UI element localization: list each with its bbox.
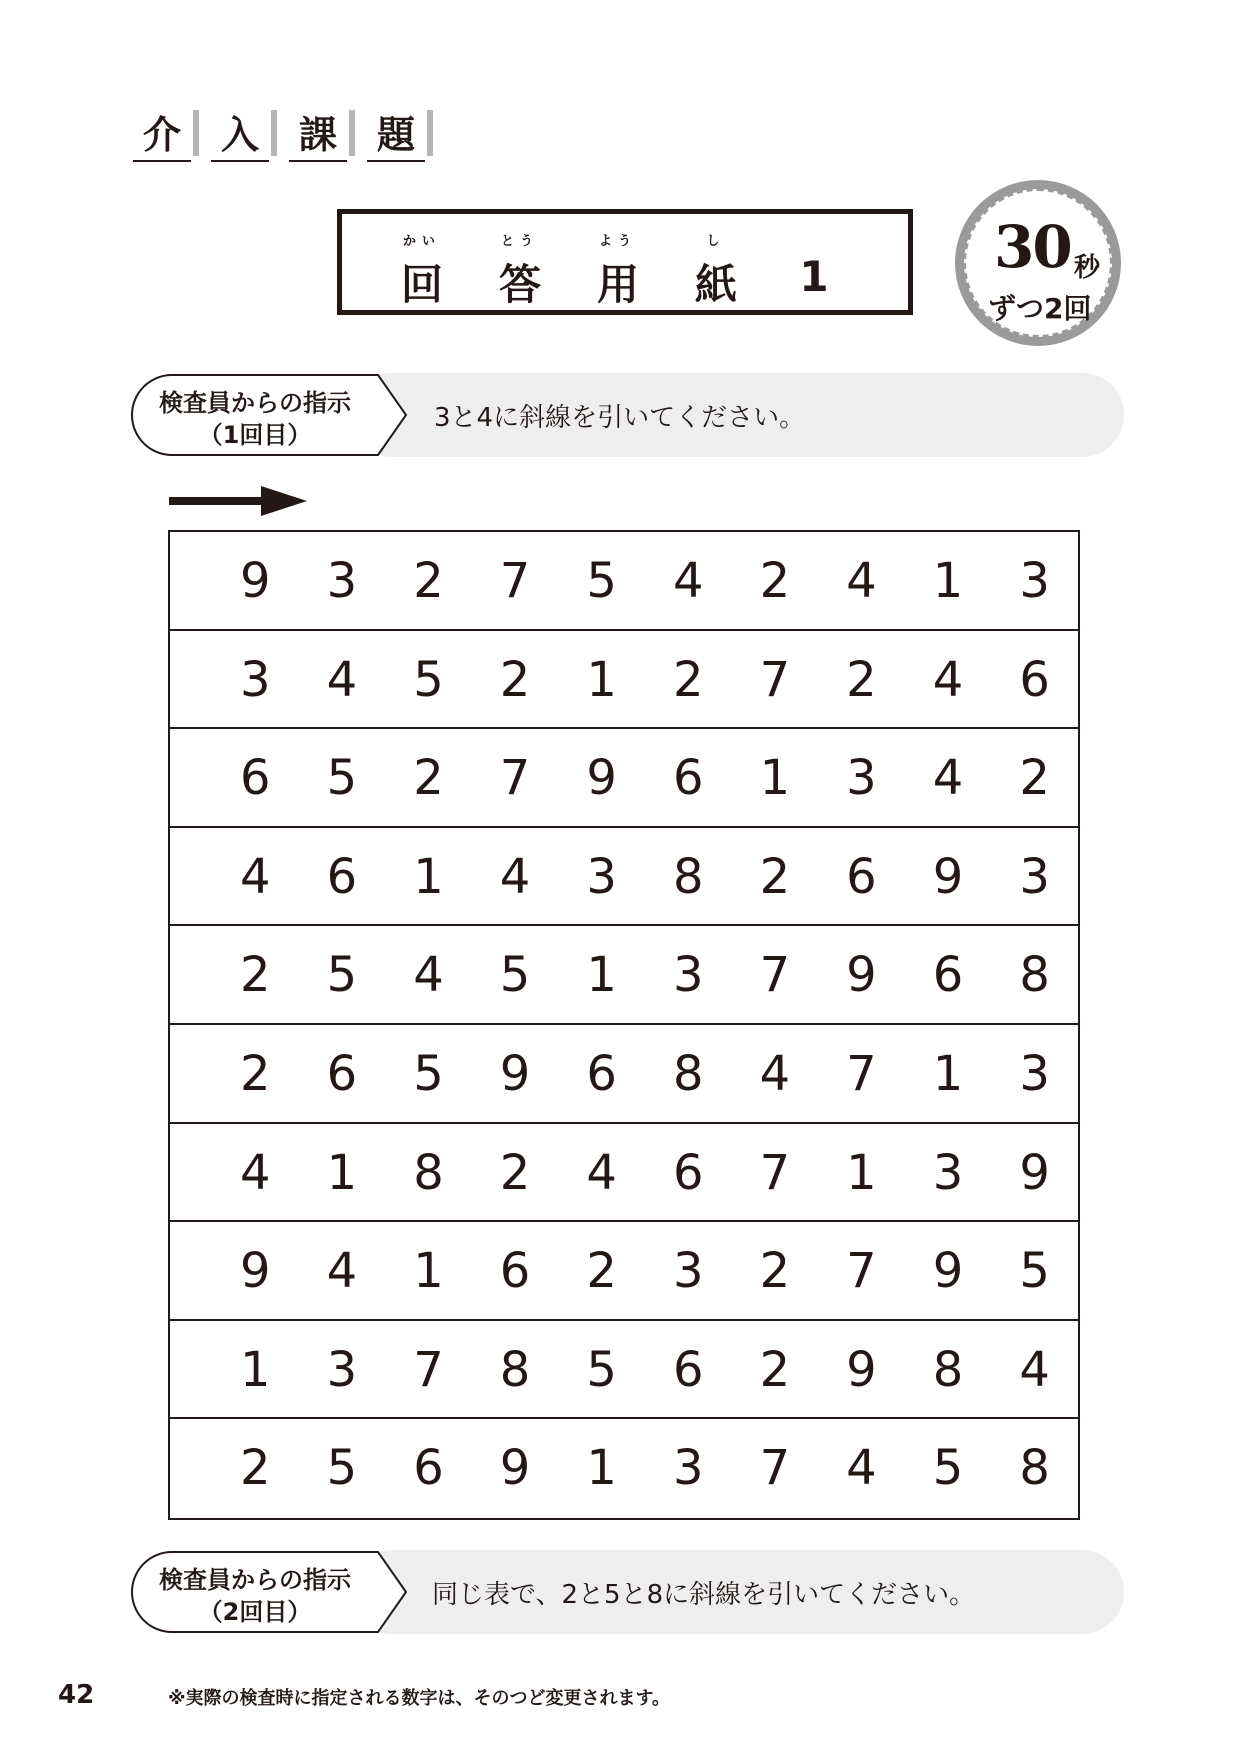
grid-cell[interactable]: 1: [586, 1440, 617, 1497]
grid-row: [170, 926, 1078, 1025]
grid-cell[interactable]: 9: [932, 1243, 964, 1300]
grid-cell[interactable]: 2: [586, 1243, 617, 1300]
grid-cell[interactable]: 1: [846, 1144, 877, 1201]
grid-cell[interactable]: 6: [672, 1144, 704, 1201]
grid-cell[interactable]: 3: [672, 947, 704, 1004]
grid-cell[interactable]: 6: [932, 947, 964, 1004]
grid-cell[interactable]: 2: [759, 848, 791, 905]
grid-cell[interactable]: 3: [240, 651, 271, 708]
instruction-band-1: [130, 373, 1124, 457]
title-char: 回: [400, 260, 443, 309]
number-grid: [168, 530, 1080, 1520]
grid-cell[interactable]: 2: [759, 553, 791, 609]
grid-cell[interactable]: 2: [1019, 750, 1050, 807]
grid-cell[interactable]: 1: [326, 1144, 358, 1201]
grid-cell[interactable]: 4: [240, 848, 271, 905]
grid-cell[interactable]: 7: [759, 1440, 791, 1497]
grid-cell[interactable]: 4: [1019, 1341, 1050, 1398]
grid-row: [170, 532, 1078, 631]
grid-cell[interactable]: 9: [586, 750, 617, 807]
timer-repeat: ずつ2回: [988, 292, 1092, 325]
grid-cell[interactable]: 8: [672, 848, 704, 905]
grid-cell[interactable]: 5: [499, 947, 531, 1004]
grid-cell[interactable]: 4: [932, 651, 964, 708]
grid-cell[interactable]: 7: [759, 651, 791, 708]
grid-cell[interactable]: 3: [326, 553, 358, 609]
grid-row: [170, 631, 1078, 730]
grid-cell[interactable]: 9: [846, 1341, 877, 1398]
answer-sheet-title: [337, 209, 913, 315]
section-title-char: 題: [367, 104, 425, 162]
grid-cell[interactable]: 1: [932, 553, 964, 609]
timer-unit: 秒: [1074, 253, 1101, 283]
grid-cell[interactable]: 9: [846, 947, 877, 1004]
grid-cell[interactable]: 3: [672, 1243, 704, 1300]
grid-cell[interactable]: 7: [759, 1144, 791, 1201]
grid-cell[interactable]: 5: [326, 750, 358, 807]
grid-cell[interactable]: 8: [1019, 1440, 1050, 1497]
grid-cell[interactable]: 1: [586, 651, 617, 708]
grid-cell[interactable]: 3: [1019, 1045, 1050, 1102]
grid-cell[interactable]: 2: [759, 1341, 791, 1398]
grid-cell[interactable]: 6: [413, 1440, 444, 1497]
timer-seconds: 30: [994, 213, 1071, 281]
grid-cell[interactable]: 3: [1019, 553, 1050, 609]
grid-cell[interactable]: 7: [846, 1243, 877, 1300]
grid-cell[interactable]: 3: [672, 1440, 704, 1497]
grid-cell[interactable]: 1: [413, 848, 444, 905]
grid-cell[interactable]: 4: [499, 848, 531, 905]
section-title: [133, 104, 425, 162]
grid-cell[interactable]: 9: [1019, 1144, 1050, 1201]
instruction-tag-1: [130, 373, 410, 457]
grid-row: [170, 1419, 1078, 1518]
grid-cell[interactable]: 2: [240, 1440, 271, 1497]
instruction-tag-label: 検査員からの指示: [159, 1566, 351, 1594]
grid-cell[interactable]: 4: [672, 553, 704, 609]
title-char: 用: [596, 260, 639, 309]
direction-arrow-icon: [169, 484, 309, 518]
grid-row: [170, 1321, 1078, 1420]
grid-cell[interactable]: 1: [759, 750, 791, 807]
grid-row: [170, 729, 1078, 828]
grid-cell[interactable]: 9: [932, 848, 964, 905]
grid-cell[interactable]: 4: [932, 750, 964, 807]
grid-cell[interactable]: 3: [846, 750, 877, 807]
grid-cell[interactable]: 6: [672, 750, 704, 807]
grid-cell[interactable]: 5: [413, 1045, 444, 1102]
title-char: 答: [498, 260, 541, 309]
title-char: 紙: [694, 260, 737, 309]
grid-cell[interactable]: 4: [240, 1144, 271, 1201]
grid-row: [170, 1222, 1078, 1321]
grid-row: [170, 1124, 1078, 1223]
grid-cell[interactable]: 2: [240, 1045, 271, 1102]
grid-cell[interactable]: 2: [240, 947, 271, 1004]
grid-cell[interactable]: 5: [586, 1341, 617, 1398]
grid-cell[interactable]: 5: [326, 1440, 358, 1497]
grid-cell[interactable]: 4: [759, 1045, 791, 1102]
instruction-tag-label: 検査員からの指示: [159, 389, 351, 417]
timer-badge: [955, 180, 1121, 346]
footnote: ※実際の検査時に指定される数字は、そのつど変更されます。: [168, 1688, 671, 1709]
grid-cell[interactable]: 3: [326, 1341, 358, 1398]
grid-row: [170, 828, 1078, 927]
grid-cell[interactable]: 6: [586, 1045, 617, 1102]
title-number: 1: [799, 252, 829, 301]
grid-cell[interactable]: 7: [499, 553, 531, 609]
grid-cell[interactable]: 5: [413, 651, 444, 708]
grid-cell[interactable]: 5: [932, 1440, 964, 1497]
instruction-tag-round: （1回目）: [198, 421, 312, 449]
instruction-tag-2: [130, 1550, 410, 1634]
grid-cell[interactable]: 6: [1019, 651, 1050, 708]
grid-cell[interactable]: 5: [586, 553, 617, 609]
grid-cell[interactable]: 2: [499, 1144, 531, 1201]
grid-cell[interactable]: 6: [846, 848, 877, 905]
grid-cell[interactable]: 6: [672, 1341, 704, 1398]
grid-cell[interactable]: 5: [1019, 1243, 1050, 1300]
grid-cell[interactable]: 4: [846, 553, 877, 609]
grid-cell[interactable]: 8: [672, 1045, 704, 1102]
grid-cell[interactable]: 9: [240, 553, 271, 609]
ruby-shi: し: [706, 234, 726, 249]
grid-cell[interactable]: 4: [413, 947, 444, 1004]
section-title-char: 介: [133, 104, 191, 162]
grid-cell[interactable]: 2: [413, 553, 444, 609]
grid-cell[interactable]: 7: [846, 1045, 877, 1102]
page-number: 42: [58, 1680, 95, 1710]
grid-cell[interactable]: 2: [672, 651, 704, 708]
grid-cell[interactable]: 6: [326, 1045, 358, 1102]
grid-cell[interactable]: 1: [413, 1243, 444, 1300]
grid-cell[interactable]: 2: [759, 1243, 791, 1300]
instruction-text-2: 同じ表で、2と5と8に斜線を引いてください。: [432, 1580, 976, 1610]
grid-cell[interactable]: 3: [586, 848, 617, 905]
instruction-tag-round: （2回目）: [198, 1598, 312, 1626]
grid-cell[interactable]: 7: [499, 750, 531, 807]
grid-cell[interactable]: 2: [499, 651, 531, 708]
grid-cell[interactable]: 1: [932, 1045, 964, 1102]
section-title-char: 課: [289, 104, 347, 162]
grid-cell[interactable]: 2: [846, 651, 877, 708]
grid-cell[interactable]: 8: [413, 1144, 444, 1201]
grid-cell[interactable]: 7: [413, 1341, 444, 1398]
grid-cell[interactable]: 4: [326, 651, 358, 708]
grid-cell[interactable]: 8: [499, 1341, 531, 1398]
grid-row: [170, 1025, 1078, 1124]
grid-cell[interactable]: 8: [1019, 947, 1050, 1004]
grid-cell[interactable]: 6: [240, 750, 271, 807]
section-title-char: 入: [211, 104, 269, 162]
grid-cell[interactable]: 1: [240, 1341, 271, 1398]
grid-cell[interactable]: 6: [499, 1243, 531, 1300]
instruction-text-1: 3と4に斜線を引いてください。: [434, 403, 806, 433]
grid-cell[interactable]: 8: [932, 1341, 964, 1398]
grid-cell[interactable]: 9: [240, 1243, 271, 1300]
ruby-you: よう: [598, 234, 637, 249]
grid-cell[interactable]: 2: [413, 750, 444, 807]
grid-cell[interactable]: 9: [499, 1440, 531, 1497]
ruby-kai: かい: [402, 234, 441, 249]
grid-cell[interactable]: 4: [846, 1440, 877, 1497]
grid-cell[interactable]: 9: [499, 1045, 531, 1102]
grid-cell[interactable]: 4: [326, 1243, 358, 1300]
grid-cell[interactable]: 3: [1019, 848, 1050, 905]
grid-cell[interactable]: 3: [932, 1144, 964, 1201]
grid-cell[interactable]: 4: [586, 1144, 617, 1201]
instruction-band-2: [130, 1550, 1124, 1634]
grid-cell[interactable]: 5: [326, 947, 358, 1004]
ruby-tou: とう: [500, 234, 539, 249]
grid-cell[interactable]: 7: [759, 947, 791, 1004]
grid-cell[interactable]: 1: [586, 947, 617, 1004]
grid-cell[interactable]: 6: [326, 848, 358, 905]
